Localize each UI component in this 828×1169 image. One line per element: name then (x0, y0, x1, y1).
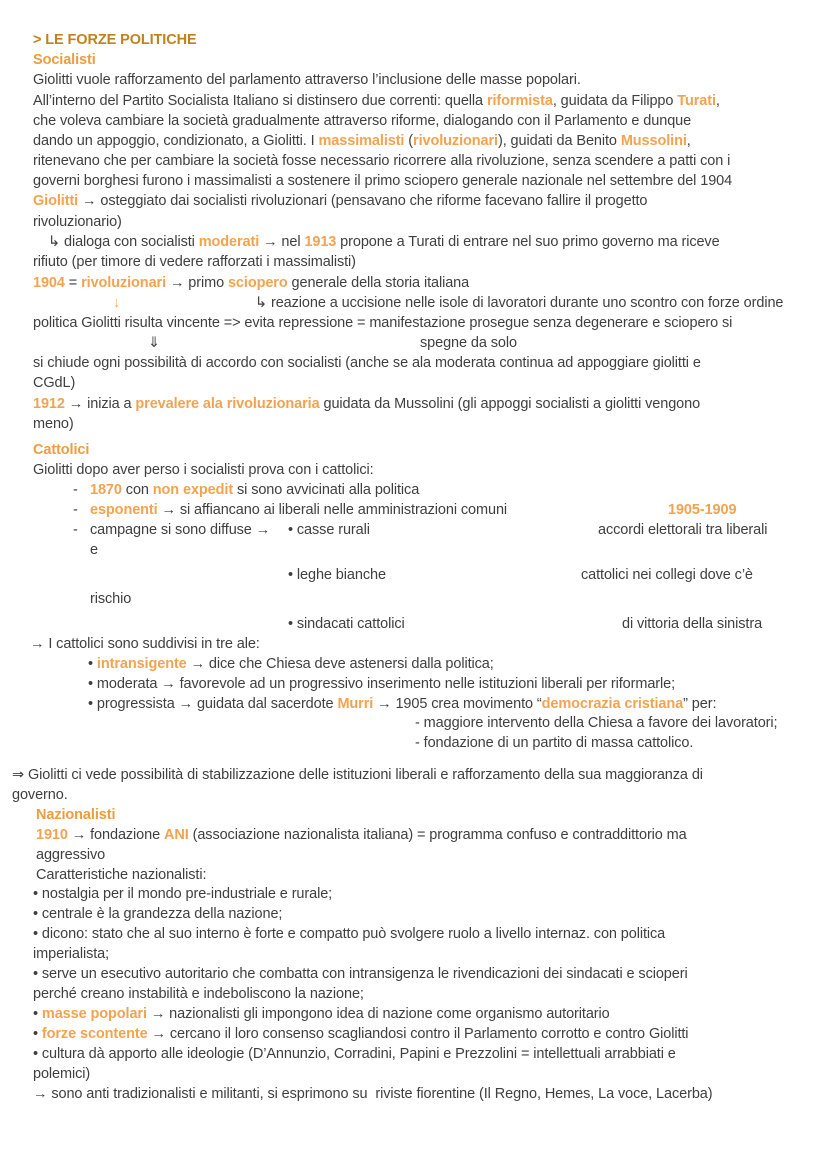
body-text: dando un appoggio, condizionato, a Giolitti. I (33, 133, 319, 149)
text-line (0, 785, 828, 806)
text-segment (668, 500, 736, 520)
text-line (0, 171, 828, 192)
body-text: , (686, 133, 691, 149)
body-text: campagne si sono diffuse → (90, 522, 271, 538)
body-text: meno) (33, 416, 74, 432)
highlighted-term: 1910 (36, 827, 68, 843)
body-text: • serve un esecutivo autoritario che combatta con intransigenza le rivendicazioni dei sindacati e scioperi (33, 966, 688, 982)
body-text: Caratteristiche nazionalisti: (36, 867, 207, 883)
body-text: cattolici nei collegi dove c’è (581, 567, 753, 583)
text-segment (12, 785, 68, 805)
body-text: • progressista → guidata dal sacerdote (88, 696, 338, 712)
body-text: ( (404, 133, 414, 149)
text-segment (88, 694, 716, 714)
body-text: → inizia a (64, 396, 136, 412)
text-line (0, 273, 828, 294)
text-segment (288, 520, 370, 540)
body-text: = (64, 275, 82, 291)
text-line (0, 333, 828, 354)
text-line (0, 313, 828, 334)
body-text: • (33, 1006, 42, 1022)
highlighted-term: masse popolari (41, 1006, 147, 1022)
text-line (0, 91, 828, 112)
text-segment (33, 373, 75, 393)
text-segment (33, 1084, 712, 1104)
body-text: rischio (90, 591, 132, 607)
body-text: • cultura dà apporto alle ideologie (D’Annunzio, Corradini, Papini e Prezzolini = intellettuali arrabbiati e (33, 1046, 676, 1062)
body-text: → nel (259, 234, 305, 250)
text-segment (73, 520, 78, 540)
text-segment (33, 984, 364, 1004)
text-segment (33, 904, 282, 924)
highlighted-term: rivoluzionari (413, 133, 498, 149)
highlighted-term: 1913 (304, 234, 337, 250)
body-text: ), guidati da Benito (497, 133, 621, 149)
text-segment (598, 520, 767, 540)
text-line (0, 694, 828, 715)
text-line (0, 713, 828, 734)
body-text: • (88, 656, 97, 672)
text-line (0, 70, 828, 91)
highlighted-term: forze scontente (41, 1026, 148, 1042)
body-text: → osteggiato dai socialisti rivoluzionari (pensavano che riforme facevano fallire il progetto (78, 193, 648, 209)
text-segment (33, 1024, 688, 1044)
body-text: si chiude ogni possibilità di accordo con socialisti (anche se ala moderata continua ad appoggiare giolitti e (33, 355, 701, 371)
highlighted-term: 1870 (90, 482, 122, 498)
text-segment (73, 480, 78, 500)
text-segment (415, 713, 777, 733)
body-text: Giolitti dopo aver perso i socialisti prova con i cattolici: (33, 462, 374, 478)
text-line (0, 924, 828, 945)
body-text: - (73, 482, 78, 498)
body-text: rivoluzionario) (33, 214, 122, 230)
text-line (0, 845, 828, 866)
highlighted-term: 1904 (33, 275, 65, 291)
text-line (0, 293, 828, 314)
body-text: ⇓ (148, 335, 161, 351)
text-segment (88, 654, 494, 674)
text-segment (288, 565, 386, 585)
body-text: → cercano il loro consenso scagliandosi contro il Parlamento corrotto e contro Giolitti (147, 1026, 689, 1042)
text-segment (113, 293, 120, 313)
body-text: • casse rurali (288, 522, 370, 538)
body-text: → nazionalisti gli impongono idea di nazione come organismo autoritario (146, 1006, 610, 1022)
text-segment (48, 232, 720, 252)
text-line (0, 674, 828, 695)
body-text: accordi elettorali tra liberali (598, 522, 768, 538)
text-segment (33, 1044, 676, 1064)
text-segment (33, 131, 691, 151)
body-text: • dicono: stato che al suo interno è forte e compatto può svolgere ruolo a livello internaz. con politica (33, 926, 666, 942)
text-line (0, 414, 828, 435)
text-segment (30, 634, 260, 654)
text-segment (33, 884, 332, 904)
section-heading (0, 50, 828, 71)
text-line (0, 904, 828, 925)
body-text: • centrale è la grandezza della nazione; (33, 906, 283, 922)
text-line (0, 252, 828, 273)
text-segment (33, 273, 469, 293)
body-text: con (121, 482, 153, 498)
text-line (0, 765, 828, 786)
heading-text: Cattolici (33, 442, 90, 458)
text-line (0, 589, 828, 610)
body-text: generale della storia italiana (287, 275, 470, 291)
text-segment (33, 252, 356, 272)
body-text: • nostalgia per il mondo pre-industriale e rurale; (33, 886, 333, 902)
text-segment (33, 171, 732, 191)
body-text: politica Giolitti risulta vincente => evita repressione = manifestazione prosegue senza degenerare e sciopero si (33, 315, 733, 331)
body-text: → dice che Chiesa deve astenersi dalla politica; (186, 656, 494, 672)
text-segment (73, 500, 78, 520)
body-text: • moderata → favorevole ad un progressivo inserimento nelle istituzioni liberali per riformarle; (88, 676, 676, 692)
text-segment (88, 674, 675, 694)
text-segment (148, 333, 160, 353)
body-text: All’interno del Partito Socialista Italiano si distinsero due correnti: quella (33, 93, 487, 109)
text-segment (33, 212, 122, 232)
text-segment (33, 91, 720, 111)
text-line (0, 212, 828, 233)
text-segment (288, 614, 405, 634)
text-segment (33, 1004, 610, 1024)
text-line (0, 614, 828, 635)
text-line (0, 373, 828, 394)
body-text: • leghe bianche (288, 567, 386, 583)
text-segment (33, 30, 197, 50)
text-line (0, 232, 828, 253)
highlighted-term: sciopero (227, 275, 288, 291)
highlighted-term: 1905-1909 (668, 502, 737, 518)
body-text: spegne da solo (420, 335, 517, 351)
highlighted-term: non expedit (152, 482, 234, 498)
body-text: • sindacati cattolici (288, 616, 405, 632)
body-text: ↳ reazione a uccisione nelle isole di lavoratori durante uno scontro con forze ordine (255, 295, 784, 311)
body-text: , (715, 93, 720, 109)
body-text: di vittoria della sinistra (622, 616, 763, 632)
text-line (0, 944, 828, 965)
text-line (0, 1064, 828, 1085)
body-text: ritenevano che per cambiare la società fosse necessario ricorrere alla rivoluzione, senza scendere a patti con i (33, 153, 731, 169)
body-text: imperialista; (33, 946, 110, 962)
text-line (0, 634, 828, 655)
text-line (0, 654, 828, 675)
text-segment (33, 50, 96, 70)
section-heading (0, 440, 828, 461)
highlighted-term: intransigente (96, 656, 187, 672)
text-line (0, 520, 828, 541)
text-segment (420, 333, 517, 353)
text-line (0, 480, 828, 501)
body-text: CGdL) (33, 375, 76, 391)
body-text: , guidata da Filippo (552, 93, 678, 109)
text-segment (33, 111, 691, 131)
text-line (0, 825, 828, 846)
text-line (0, 500, 828, 521)
text-segment (33, 313, 732, 333)
body-text: si sono avvicinati alla politica (233, 482, 420, 498)
body-text: → sono anti tradizionalisti e militanti, si esprimono su riviste fiorentine (Il Regno, Hemes, La voce, Lacerba) (33, 1086, 713, 1102)
text-line (0, 1024, 828, 1045)
text-segment (581, 565, 753, 585)
text-line (0, 131, 828, 152)
text-line (0, 191, 828, 212)
body-text: ⇒ Giolitti ci vede possibilità di stabilizzazione delle istituzioni liberali e rafforzamento della sua maggioranza di (12, 767, 703, 783)
body-text: ” per: (683, 696, 717, 712)
heading-text: Socialisti (33, 52, 96, 68)
highlighted-term: massimalisti (318, 133, 405, 149)
body-text: - fondazione di un partito di massa cattolico. (415, 735, 694, 751)
text-segment (33, 151, 730, 171)
body-text: rifiuto (per timore di vedere rafforzati i massimalisti) (33, 254, 356, 270)
body-text: - (73, 522, 78, 538)
text-line (0, 1044, 828, 1065)
text-segment (33, 964, 688, 984)
text-segment (415, 733, 693, 753)
text-line (0, 565, 828, 586)
body-text: che voleva cambiare la società gradualmente attraverso riforme, dialogando con il Parlamento e dunque (33, 113, 692, 129)
text-segment (90, 540, 98, 560)
body-text: e (90, 542, 98, 558)
body-text: aggressivo (36, 847, 106, 863)
text-segment (33, 924, 665, 944)
text-segment (12, 765, 703, 785)
body-text: - (73, 502, 78, 518)
text-segment (33, 460, 374, 480)
highlighted-term: rivoluzionari (81, 275, 167, 291)
title-text: > LE FORZE POLITICHE (33, 32, 197, 48)
body-text: propone a Turati di entrare nel suo primo governo ma riceve (336, 234, 720, 250)
text-line (0, 353, 828, 374)
text-line (0, 733, 828, 754)
text-segment (36, 845, 105, 865)
text-segment (33, 1064, 90, 1084)
text-line (0, 1004, 828, 1025)
body-text: - maggiore intervento della Chiesa a favore dei lavoratori; (415, 715, 778, 731)
text-segment (622, 614, 762, 634)
highlighted-term: Murri (337, 696, 374, 712)
text-line (0, 460, 828, 481)
body-text: → I cattolici sono suddivisi in tre ale: (30, 636, 260, 652)
body-text: governo. (12, 787, 68, 803)
down-arrow-icon: ↓ (113, 295, 121, 311)
text-segment (36, 865, 206, 885)
text-line (0, 111, 828, 132)
text-segment (33, 191, 647, 211)
body-text: guidata da Mussolini (gli appoggi socialisti a giolitti vengono (319, 396, 701, 412)
body-text: → 1905 crea movimento “ (373, 696, 542, 712)
text-segment (36, 805, 115, 825)
highlighted-term: Turati (677, 93, 716, 109)
text-line (0, 984, 828, 1005)
highlighted-term: Giolitti (33, 193, 79, 209)
text-line (0, 1084, 828, 1105)
highlighted-term: riformista (486, 93, 553, 109)
body-text: → primo (166, 275, 228, 291)
text-line (0, 865, 828, 886)
highlighted-term: prevalere ala rivoluzionaria (135, 396, 320, 412)
highlighted-term: democrazia cristiana (541, 696, 684, 712)
text-segment (33, 440, 89, 460)
body-text: • (33, 1026, 42, 1042)
body-text: perché creano instabilità e indeboliscono la nazione; (33, 986, 364, 1002)
text-line (0, 964, 828, 985)
section-heading (0, 805, 828, 826)
text-segment (90, 520, 270, 540)
highlighted-term: ANI (164, 827, 189, 843)
text-segment (33, 394, 700, 414)
highlighted-term: esponenti (90, 502, 158, 518)
highlighted-term: Mussolini (620, 133, 687, 149)
highlighted-term: moderati (198, 234, 260, 250)
body-text: → si affiancano ai liberali nelle amministrazioni comuni (157, 502, 508, 518)
text-line (0, 884, 828, 905)
text-segment (36, 825, 687, 845)
heading-text: Nazionalisti (36, 807, 116, 823)
text-segment (90, 500, 507, 520)
text-line (0, 151, 828, 172)
body-text: governi borghesi furono i massimalisti a sostenere il primo sciopero generale nazionale nel settembre del 1904 (33, 173, 733, 189)
highlighted-term: 1912 (33, 396, 65, 412)
text-segment (255, 293, 783, 313)
text-segment (33, 944, 109, 964)
text-segment (90, 589, 131, 609)
text-line (0, 540, 828, 561)
text-segment (90, 480, 419, 500)
text-segment (33, 353, 701, 373)
body-text: (associazione nazionalista italiana) = programma confuso e contraddittorio ma (188, 827, 687, 843)
document-title (0, 30, 828, 51)
body-text: Giolitti vuole rafforzamento del parlamento attraverso l’inclusione delle masse popolari. (33, 72, 581, 88)
text-segment (33, 70, 581, 90)
text-line (0, 394, 828, 415)
text-segment (33, 414, 74, 434)
body-text: ↳ dialoga con socialisti (48, 234, 199, 250)
body-text: polemici) (33, 1066, 91, 1082)
body-text: → fondazione (67, 827, 164, 843)
